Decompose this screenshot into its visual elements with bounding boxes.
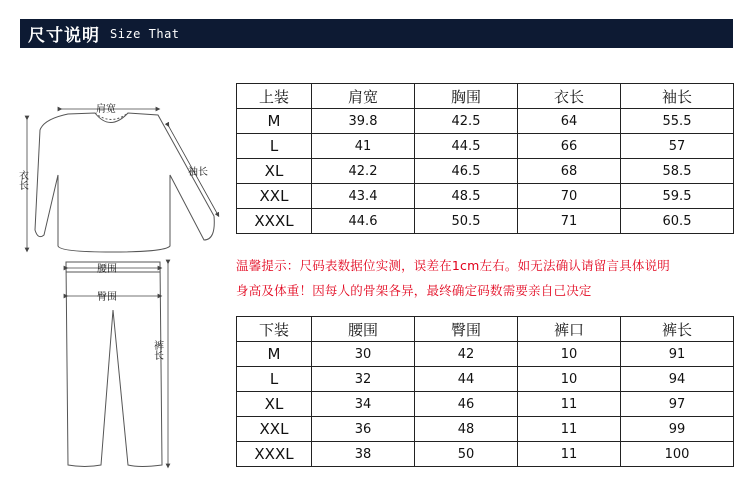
table-header-cell: 衣长 bbox=[518, 84, 621, 109]
table-row bbox=[237, 342, 734, 367]
waist-label: 腰围 bbox=[97, 264, 117, 275]
measure-cell: 10 bbox=[518, 367, 621, 392]
measure-cell: 55.5 bbox=[621, 109, 734, 134]
table-row bbox=[237, 209, 734, 234]
measure-cell: 59.5 bbox=[621, 184, 734, 209]
size-cell: XL bbox=[237, 392, 312, 417]
measure-cell: 68 bbox=[518, 159, 621, 184]
measure-cell: 71 bbox=[518, 209, 621, 234]
measure-cell: 44.5 bbox=[415, 134, 518, 159]
size-cell: XXXL bbox=[237, 442, 312, 467]
table-header-cell: 上装 bbox=[237, 84, 312, 109]
measure-cell: 64 bbox=[518, 109, 621, 134]
measure-cell: 42 bbox=[415, 342, 518, 367]
measure-cell: 48.5 bbox=[415, 184, 518, 209]
measure-cell: 36 bbox=[312, 417, 415, 442]
measure-cell: 100 bbox=[621, 442, 734, 467]
table-header-cell: 下装 bbox=[237, 317, 312, 342]
measure-cell: 42.5 bbox=[415, 109, 518, 134]
measure-cell: 91 bbox=[621, 342, 734, 367]
pants-length-label: 裤长 bbox=[151, 340, 163, 360]
measure-cell: 39.8 bbox=[312, 109, 415, 134]
top-size-table bbox=[236, 83, 734, 234]
measure-cell: 38 bbox=[312, 442, 415, 467]
table-row bbox=[237, 134, 734, 159]
measure-cell: 10 bbox=[518, 342, 621, 367]
size-cell: XXL bbox=[237, 184, 312, 209]
notice-line-1: 温馨提示：尺码表数据位实测，误差在1cm左右。如无法确认请留言具体说明 bbox=[236, 258, 671, 273]
measure-cell: 60.5 bbox=[621, 209, 734, 234]
bottom-size-table bbox=[236, 316, 734, 467]
table-row bbox=[237, 442, 734, 467]
measure-cell: 94 bbox=[621, 367, 734, 392]
measure-cell: 32 bbox=[312, 367, 415, 392]
measure-cell: 50.5 bbox=[415, 209, 518, 234]
table-row bbox=[237, 159, 734, 184]
table-header-row bbox=[237, 84, 734, 109]
measure-cell: 30 bbox=[312, 342, 415, 367]
size-cell: XL bbox=[237, 159, 312, 184]
table-row bbox=[237, 367, 734, 392]
measure-cell: 70 bbox=[518, 184, 621, 209]
size-cell: M bbox=[237, 342, 312, 367]
size-cell: M bbox=[237, 109, 312, 134]
measure-cell: 50 bbox=[415, 442, 518, 467]
measure-cell: 11 bbox=[518, 442, 621, 467]
measure-cell: 58.5 bbox=[621, 159, 734, 184]
table-header-cell: 胸围 bbox=[415, 84, 518, 109]
length-label: 衣长 bbox=[16, 170, 28, 190]
table-row bbox=[237, 417, 734, 442]
table-header-cell: 腰围 bbox=[312, 317, 415, 342]
measure-cell: 44.6 bbox=[312, 209, 415, 234]
notice-line-2: 身高及体重！因每人的骨架各异，最终确定码数需要亲自己决定 bbox=[236, 283, 592, 298]
measure-cell: 97 bbox=[621, 392, 734, 417]
table-row bbox=[237, 109, 734, 134]
measure-cell: 99 bbox=[621, 417, 734, 442]
section-subtitle: Size That bbox=[110, 26, 180, 41]
table-header-cell: 裤长 bbox=[621, 317, 734, 342]
shirt-outline bbox=[35, 113, 214, 252]
measure-cell: 44 bbox=[415, 367, 518, 392]
measure-cell: 66 bbox=[518, 134, 621, 159]
table-row bbox=[237, 184, 734, 209]
table-header-cell: 肩宽 bbox=[312, 84, 415, 109]
measure-cell: 46 bbox=[415, 392, 518, 417]
sleeve-label: 袖长 bbox=[188, 167, 208, 178]
table-header-row bbox=[237, 317, 734, 342]
table-header-cell: 袖长 bbox=[621, 84, 734, 109]
measure-cell: 57 bbox=[621, 134, 734, 159]
hip-label: 臀围 bbox=[97, 292, 117, 303]
size-cell: XXXL bbox=[237, 209, 312, 234]
table-header-cell: 裤口 bbox=[518, 317, 621, 342]
measure-cell: 46.5 bbox=[415, 159, 518, 184]
measure-cell: 42.2 bbox=[312, 159, 415, 184]
section-title: 尺寸说明 bbox=[28, 26, 100, 46]
table-row bbox=[237, 392, 734, 417]
garment-diagram bbox=[0, 0, 236, 496]
size-cell: L bbox=[237, 367, 312, 392]
measure-cell: 11 bbox=[518, 417, 621, 442]
shoulder-label: 肩宽 bbox=[96, 104, 116, 115]
measure-cell: 43.4 bbox=[312, 184, 415, 209]
table-header-cell: 臀围 bbox=[415, 317, 518, 342]
measure-cell: 41 bbox=[312, 134, 415, 159]
measure-cell: 48 bbox=[415, 417, 518, 442]
measure-cell: 11 bbox=[518, 392, 621, 417]
size-cell: XXL bbox=[237, 417, 312, 442]
measure-cell: 34 bbox=[312, 392, 415, 417]
size-cell: L bbox=[237, 134, 312, 159]
